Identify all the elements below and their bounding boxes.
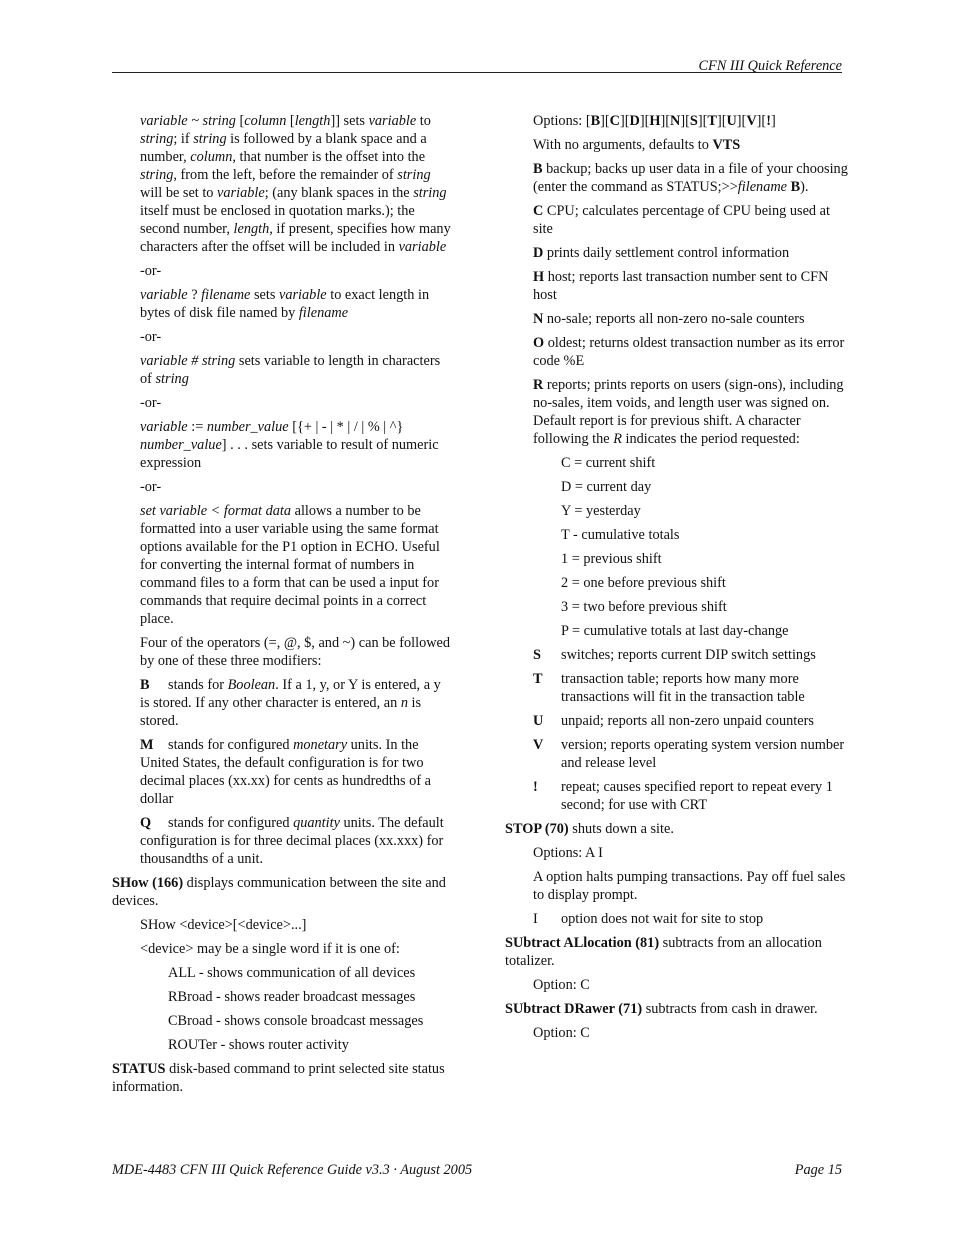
syntax-term: string xyxy=(193,131,227,147)
subtract-allocation-command xyxy=(505,934,850,970)
text: is followed by a blank space and a number, xyxy=(140,131,427,165)
var-file-entry xyxy=(112,286,452,322)
command-name: STATUS xyxy=(112,1061,166,1077)
modifier-m xyxy=(112,736,452,808)
text: ] xyxy=(770,113,776,129)
text: option halts pumping transactions. Pay off fuel sales to display prompt. xyxy=(533,869,846,903)
syntax-term: variable xyxy=(217,185,265,201)
option-n xyxy=(505,310,850,328)
option-o xyxy=(505,334,850,370)
stop-command xyxy=(505,820,850,838)
option-key: ! xyxy=(533,779,538,795)
option-repeat xyxy=(505,778,850,814)
syntax-term: number_value xyxy=(206,419,289,435)
var-string-entry xyxy=(112,112,452,256)
period-item: C = current shift xyxy=(561,455,656,471)
option-s xyxy=(505,646,850,664)
text: [ xyxy=(235,113,245,129)
or-separator: -or- xyxy=(140,395,162,411)
syntax-term: string xyxy=(413,185,447,201)
period-item: 2 = one before previous shift xyxy=(561,575,726,591)
syntax-term: string xyxy=(140,131,174,147)
no-args-default xyxy=(505,136,850,154)
option-key: S xyxy=(533,647,541,663)
stop-option-i xyxy=(505,910,850,928)
syntax-term: number_value xyxy=(140,437,222,453)
period-item: 1 = previous shift xyxy=(561,551,662,567)
command-description: disk-based command to print selected site status information. xyxy=(112,1061,445,1095)
modifier-b xyxy=(112,676,452,730)
syntax-term: string xyxy=(140,167,174,183)
text: is stored. xyxy=(140,695,422,729)
show-item: ROUTer - shows router activity xyxy=(168,1037,349,1053)
text: CPU; calculates percentage of CPU being used at site xyxy=(533,203,830,237)
text: ][ xyxy=(716,113,727,129)
text: itself must be enclosed in quotation marks.); the second number, xyxy=(140,203,415,237)
option-key: I xyxy=(533,911,538,927)
text: stands for configured xyxy=(168,737,294,753)
or-separator: -or- xyxy=(140,479,162,495)
text: to xyxy=(416,113,431,129)
text: ][ xyxy=(639,113,650,129)
option-key: A xyxy=(533,869,543,885)
text: switches; reports current DIP switch settings xyxy=(561,647,816,663)
period-item: P = cumulative totals at last day-change xyxy=(561,623,789,639)
option-key: V xyxy=(533,737,544,753)
default-value: VTS xyxy=(712,137,741,153)
text: B xyxy=(790,179,801,195)
text: , if present, specifies how many characters after the offset will be included in xyxy=(140,221,451,255)
text: ][ xyxy=(756,113,767,129)
option-h xyxy=(505,268,850,304)
modifier-key: B xyxy=(140,677,150,693)
text: units. In the United States, the default configuration is for two decimal places (xx.xx) for cents as hundredths of a dollar xyxy=(140,737,431,807)
option-key: T xyxy=(533,671,543,687)
text: ). xyxy=(800,179,809,195)
text: [{+ | - | * | / | % | ^} xyxy=(288,419,404,435)
show-device-note: <device> may be a single word if it is one of: xyxy=(140,941,400,957)
syntax-term: length xyxy=(294,113,331,129)
option-key: N xyxy=(670,113,681,129)
text: repeat; causes specified report to repeat every 1 second; for use with CRT xyxy=(561,779,833,813)
command-description: shuts down a site. xyxy=(568,821,674,837)
syntax-term: length xyxy=(233,221,270,237)
show-command xyxy=(112,874,452,910)
left-column xyxy=(112,112,452,1102)
text: reports; prints reports on users (sign-ons), including no-sales, item voids, and length user was signed on. Default report is for previous shift. A character following the xyxy=(533,377,844,447)
period-item: T - cumulative totals xyxy=(561,527,680,543)
option-r xyxy=(505,376,850,448)
text: := xyxy=(187,419,207,435)
text: stands for xyxy=(168,677,228,693)
modifier-key: M xyxy=(140,737,154,753)
header-rule xyxy=(112,72,842,73)
syntax-term: variable xyxy=(279,287,327,303)
text: Boolean xyxy=(227,677,276,693)
text: Options: [ xyxy=(533,113,591,129)
four-operators-note: Four of the operators (=, @, $, and ~) can be followed by one of these three modifiers: xyxy=(140,635,451,669)
option-key: V xyxy=(746,113,757,129)
command-name: SHow (166) xyxy=(112,875,184,891)
syntax-term: column xyxy=(244,113,287,129)
option-d xyxy=(505,244,850,262)
syntax-term: set variable < format data xyxy=(140,503,292,519)
text: , from the left, before the remainder of xyxy=(173,167,398,183)
option-t xyxy=(505,670,850,706)
or-separator: -or- xyxy=(140,263,162,279)
option-c xyxy=(505,202,850,238)
option-u xyxy=(505,712,850,730)
status-options xyxy=(505,112,850,130)
running-header: CFN III Quick Reference xyxy=(698,58,842,74)
text: version; reports operating system version number and release level xyxy=(561,737,845,771)
show-item: RBroad - shows reader broadcast messages xyxy=(168,989,416,1005)
text: transaction table; reports how many more transactions will fit in the transaction table xyxy=(561,671,805,705)
subtract-drawer-command xyxy=(505,1000,850,1018)
command-description: displays communication between the site and devices. xyxy=(112,875,446,909)
stop-options: Options: A I xyxy=(533,845,603,861)
set-var-entry xyxy=(112,502,452,628)
text: , that number is the offset into the xyxy=(232,149,426,165)
text: backup; backs up user data in a file of your choosing (enter the command as STATUS;>> xyxy=(533,161,848,195)
option-key: O xyxy=(533,335,545,351)
text: host; reports last transaction number sent to CFN host xyxy=(533,269,829,303)
text: to exact length in bytes of disk file named by xyxy=(140,287,430,321)
option-key: D xyxy=(533,245,544,261)
command-description: subtracts from cash in drawer. xyxy=(642,1001,818,1017)
syntax-term: column xyxy=(190,149,233,165)
text: ][ xyxy=(600,113,610,129)
text: ][ xyxy=(620,113,630,129)
var-assign-entry xyxy=(112,418,452,472)
text: ] . . . sets variable to result of numeric expression xyxy=(140,437,439,471)
show-syntax: SHow <device>[<device>...] xyxy=(140,917,307,933)
option-key: C xyxy=(533,203,544,219)
text: ][ xyxy=(660,113,671,129)
text: quantity xyxy=(293,815,340,831)
text: prints daily settlement control information xyxy=(543,245,790,261)
text: With no arguments, defaults to xyxy=(533,137,713,153)
footer-document-title: MDE-4483 CFN III Quick Reference Guide v3.3 · August 2005 xyxy=(112,1162,473,1178)
option-key: ! xyxy=(766,113,771,129)
text: unpaid; reports all non-zero unpaid counters xyxy=(561,713,814,729)
text: ][ xyxy=(680,113,690,129)
syntax-term: variable # string xyxy=(140,353,236,369)
syntax-term: filename xyxy=(298,305,349,321)
syntax-term: filename xyxy=(201,287,251,303)
text: R xyxy=(613,431,622,447)
text: n xyxy=(400,695,408,711)
text: monetary xyxy=(293,737,348,753)
modifier-key: Q xyxy=(140,815,152,831)
option-key: B xyxy=(590,113,601,129)
modifier-q xyxy=(112,814,452,868)
text: no-sale; reports all non-zero no-sale counters xyxy=(543,311,805,327)
syntax-term: variable xyxy=(368,113,417,129)
syntax-term: variable ~ string xyxy=(140,113,236,129)
subtract-drawer-option: Option: C xyxy=(533,1025,590,1041)
show-item: CBroad - shows console broadcast messages xyxy=(168,1013,424,1029)
option-key: N xyxy=(533,311,544,327)
right-column xyxy=(505,112,850,1048)
text: ][ xyxy=(736,113,747,129)
text: oldest; returns oldest transaction number as its error code %E xyxy=(533,335,845,369)
text: indicates the period requested: xyxy=(621,431,800,447)
syntax-term: variable xyxy=(140,419,188,435)
text: stands for configured xyxy=(168,815,294,831)
show-item: ALL - shows communication of all devices xyxy=(168,965,416,981)
text: option does not wait for site to stop xyxy=(561,911,764,927)
period-item: D = current day xyxy=(561,479,652,495)
or-separator: -or- xyxy=(140,329,162,345)
option-key: D xyxy=(629,113,640,129)
option-key: H xyxy=(533,269,545,285)
option-key: C xyxy=(609,113,620,129)
footer-page-number: Page 15 xyxy=(794,1162,842,1178)
option-key: U xyxy=(533,713,544,729)
option-v xyxy=(505,736,850,772)
var-hash-entry xyxy=(112,352,452,388)
text: will be set to xyxy=(140,185,218,201)
option-key: U xyxy=(726,113,737,129)
text: sets variable to length in characters of xyxy=(140,353,441,387)
syntax-term: string xyxy=(397,167,431,183)
text: ? xyxy=(187,287,202,303)
period-item: 3 = two before previous shift xyxy=(561,599,727,615)
command-name: SUbtract ALlocation (81) xyxy=(505,935,660,951)
option-key: R xyxy=(533,377,544,393)
text: units. The default configuration is for three decimal places (xx.xxx) for thousandths of a unit. xyxy=(140,815,444,867)
text: ; if xyxy=(173,131,194,147)
stop-option-a xyxy=(505,868,850,904)
option-key: T xyxy=(707,113,717,129)
status-command xyxy=(112,1060,452,1096)
text: sets xyxy=(250,287,279,303)
command-description: subtracts from an allocation totalizer. xyxy=(505,935,822,969)
option-b xyxy=(505,160,850,196)
text: ; (any blank spaces in the xyxy=(264,185,414,201)
text: ][ xyxy=(697,113,708,129)
option-key: B xyxy=(533,161,543,177)
command-name: SUbtract DRawer (71) xyxy=(505,1001,643,1017)
text: ]] sets xyxy=(330,113,369,129)
syntax-term: string xyxy=(155,371,189,387)
text: . If a 1, y, or Y is entered, a y is stored. If any other character is entered, an xyxy=(140,677,441,711)
period-item: Y = yesterday xyxy=(561,503,641,519)
text: filename xyxy=(737,179,788,195)
option-key: H xyxy=(649,113,661,129)
text: allows a number to be formatted into a user variable using the same format options available for the P1 option in ECHO. Useful for converting the internal format of numbers in command files to a form that can be used a input for commands that require decimal points in a correct place. xyxy=(140,503,440,627)
syntax-term: variable xyxy=(140,287,188,303)
syntax-term: variable xyxy=(398,239,447,255)
text: [ xyxy=(286,113,295,129)
option-key: S xyxy=(689,113,698,129)
command-name: STOP (70) xyxy=(505,821,569,837)
subtract-allocation-option: Option: C xyxy=(533,977,590,993)
